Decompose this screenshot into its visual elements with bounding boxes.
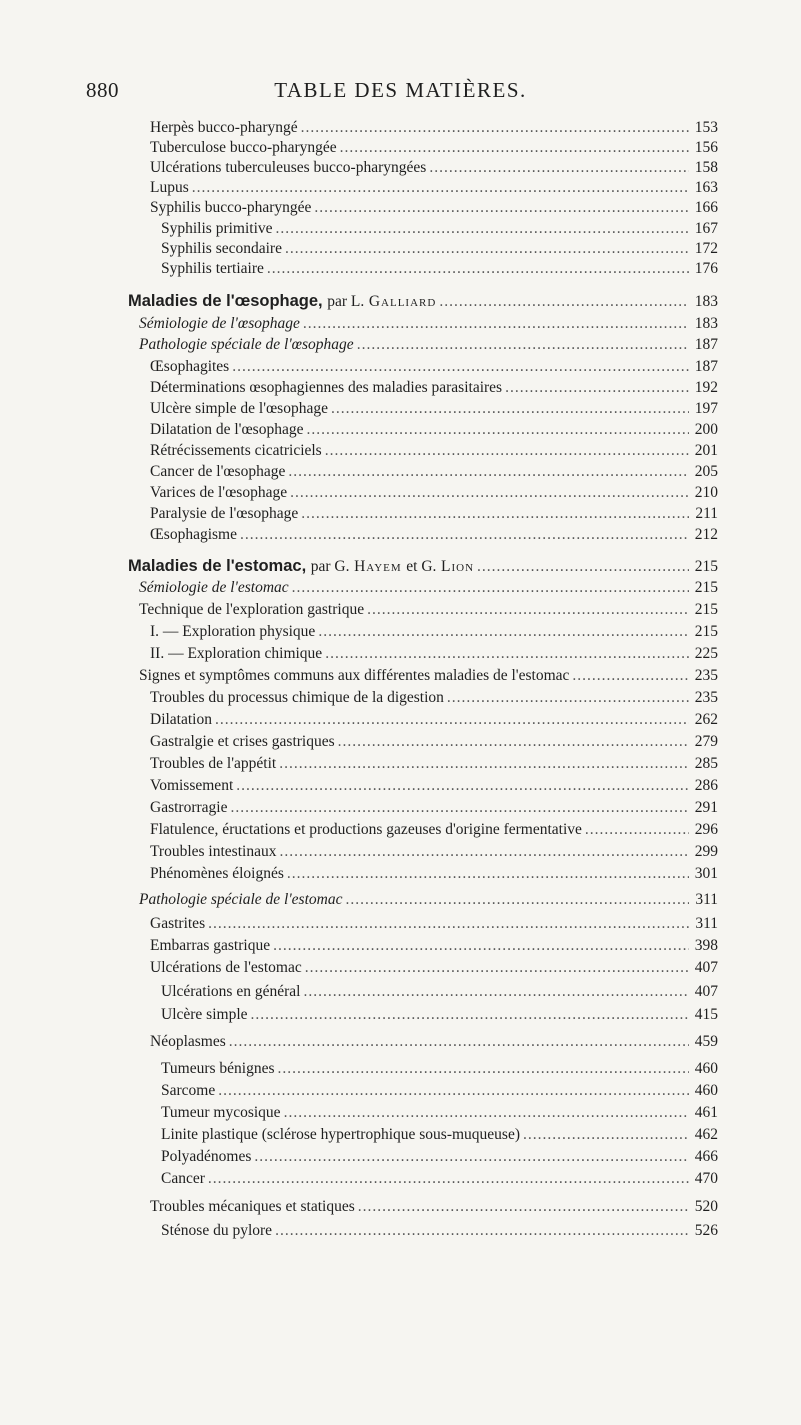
toc-subsection: Pathologie spéciale de l'estomac ..... 311 <box>139 890 718 910</box>
toc-entry: Embarras gastrique ..... 398 <box>150 936 718 956</box>
toc-entry: Lupus ..... 163 <box>150 178 718 198</box>
toc-entry: Polyadénomes ..... 466 <box>161 1147 718 1167</box>
toc-subsection: Pathologie spéciale de l'œsophage ..... 187 <box>139 335 718 355</box>
toc-entry: Néoplasmes ..... 459 <box>150 1032 718 1052</box>
toc-entry: Cancer de l'œsophage ..... 205 <box>150 462 718 482</box>
toc-entry: Ulcérations de l'estomac ..... 407 <box>150 958 718 978</box>
toc-entry: Phénomènes éloignés ..... 301 <box>150 864 718 884</box>
toc-entry: Gastrorragie ..... 291 <box>150 798 718 818</box>
toc-entry: Œsophagisme ..... 212 <box>150 525 718 545</box>
toc-entry: Technique de l'exploration gastrique ..... 215 <box>139 600 718 620</box>
toc-entry: Flatulence, éructations et productions gazeuses d'origine fermentative ..... 296 <box>150 820 718 840</box>
toc-entry: Syphilis secondaire ..... 172 <box>161 239 718 259</box>
toc-entry: Ulcérations tuberculeuses bucco-pharyngées ..... 158 <box>150 158 718 178</box>
toc-entry: Linite plastique (sclérose hypertrophique sous-muqueuse) ..... 462 <box>161 1125 718 1145</box>
toc-entry: Œsophagites ..... 187 <box>150 357 718 377</box>
toc-entry: Troubles du processus chimique de la digestion ..... 235 <box>150 688 718 708</box>
toc-entry: Troubles mécaniques et statiques ..... 520 <box>150 1197 718 1217</box>
toc-entry: Sarcome ..... 460 <box>161 1081 718 1101</box>
toc-entry: Ulcère simple ..... 415 <box>161 1005 718 1025</box>
toc-entry: Herpès bucco-pharyngé ..... 153 <box>150 118 718 138</box>
toc-entry: Gastralgie et crises gastriques ..... 279 <box>150 732 718 752</box>
running-title: TABLE DES MATIÈRES. <box>274 78 527 102</box>
toc-entry: Ulcère simple de l'œsophage ..... 197 <box>150 399 718 419</box>
toc-entry: Tumeur mycosique ..... 461 <box>161 1103 718 1123</box>
toc-entry: Cancer ..... 470 <box>161 1169 718 1189</box>
toc-entry: Gastrites ..... 311 <box>150 914 718 934</box>
toc-entry: Syphilis bucco-pharyngée ..... 166 <box>150 198 718 218</box>
toc-entry: Troubles de l'appétit ..... 285 <box>150 754 718 774</box>
toc-entry: I. — Exploration physique ..... 215 <box>150 622 718 642</box>
toc-entry: Tumeurs bénignes ..... 460 <box>161 1059 718 1079</box>
toc-entry: Varices de l'œsophage ..... 210 <box>150 483 718 503</box>
toc-entry: Syphilis tertiaire ..... 176 <box>161 259 718 279</box>
toc-section-heading: Maladies de l'œsophage, par L. Galliard ..... 183 <box>128 291 718 311</box>
toc-entry: Paralysie de l'œsophage ..... 211 <box>150 504 718 524</box>
toc-subsection: Sémiologie de l'œsophage ..... 183 <box>139 314 718 334</box>
toc-entry: Troubles intestinaux ..... 299 <box>150 842 718 862</box>
toc-entry: Sténose du pylore ..... 526 <box>161 1221 718 1241</box>
toc-entry: II. — Exploration chimique ..... 225 <box>150 644 718 664</box>
toc-entry: Syphilis primitive ..... 167 <box>161 219 718 239</box>
toc-entry: Ulcérations en général ..... 407 <box>161 982 718 1002</box>
toc-entry: Vomissement ..... 286 <box>150 776 718 796</box>
page-number: 880 <box>86 78 119 102</box>
toc-entry: Rétrécissements cicatriciels ..... 201 <box>150 441 718 461</box>
toc-entry: Déterminations œsophagiennes des maladies parasitaires ..... 192 <box>150 378 718 398</box>
toc-entry: Signes et symptômes communs aux différentes maladies de l'estomac ..... 235 <box>139 666 718 686</box>
toc-entry: Dilatation de l'œsophage ..... 200 <box>150 420 718 440</box>
page-header <box>0 78 801 108</box>
toc-entry: Tuberculose bucco-pharyngée ..... 156 <box>150 138 718 158</box>
toc-subsection: Sémiologie de l'estomac ..... 215 <box>139 578 718 598</box>
toc-section-heading: Maladies de l'estomac, par G. Hayem et G. Lion ..... 215 <box>128 556 718 576</box>
toc-entry: Dilatation ..... 262 <box>150 710 718 730</box>
